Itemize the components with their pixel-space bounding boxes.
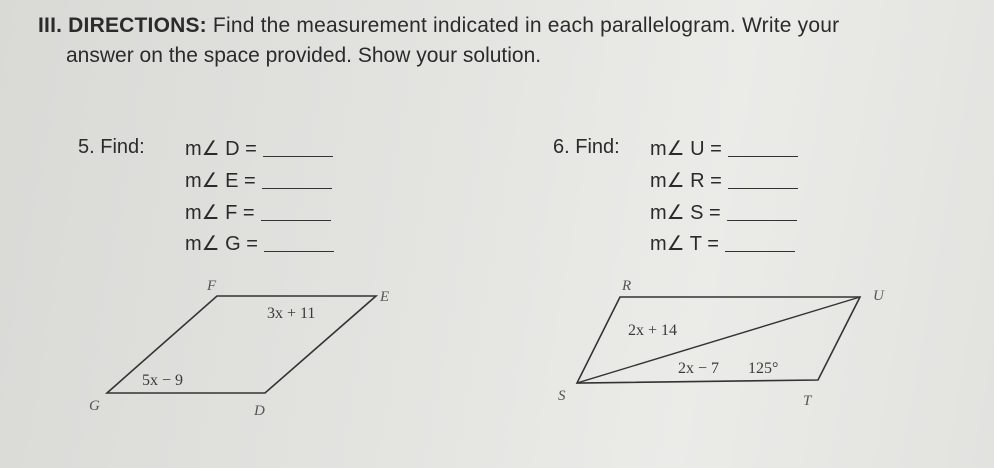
angle-125: 125° [748, 360, 779, 377]
vertex-e: E [380, 289, 390, 305]
problem5-label-e: m∠ E = [185, 170, 256, 192]
expr-3x-plus-11: 3x + 11 [267, 305, 316, 322]
problem6-label-r: m∠ R = [650, 170, 722, 192]
problem5-label-d: m∠ D = [185, 138, 257, 160]
problem5-label-g: m∠ G = [185, 233, 258, 255]
vertex-t: T [803, 393, 812, 409]
problem6-prefix: 6. Find: [553, 136, 620, 158]
directions-heading: III. DIRECTIONS: [38, 14, 207, 37]
expr-2x-plus-14: 2x + 14 [628, 322, 678, 339]
expr-2x-minus-7: 2x − 7 [678, 360, 720, 377]
vertex-u: U [873, 288, 884, 304]
problem6-label-s: m∠ S = [650, 202, 721, 224]
directions-text-1: Find the measurement indicated in each parallelogram. Write your [212, 14, 840, 37]
directions-text-2: answer on the space provided. Show your solution. [66, 44, 542, 67]
problem6-label-u: m∠ U = [650, 138, 722, 160]
vertex-r: R [622, 278, 632, 294]
problem5-prefix: 5. Find: [78, 136, 145, 158]
vertex-s: S [558, 388, 566, 404]
vertex-g: G [89, 398, 100, 414]
expr-5x-minus-9: 5x − 9 [142, 372, 184, 389]
vertex-f: F [207, 278, 217, 294]
vertex-d: D [254, 403, 265, 419]
problem5-label-f: m∠ F = [185, 202, 255, 224]
problem6-label-t: m∠ T = [650, 233, 719, 255]
